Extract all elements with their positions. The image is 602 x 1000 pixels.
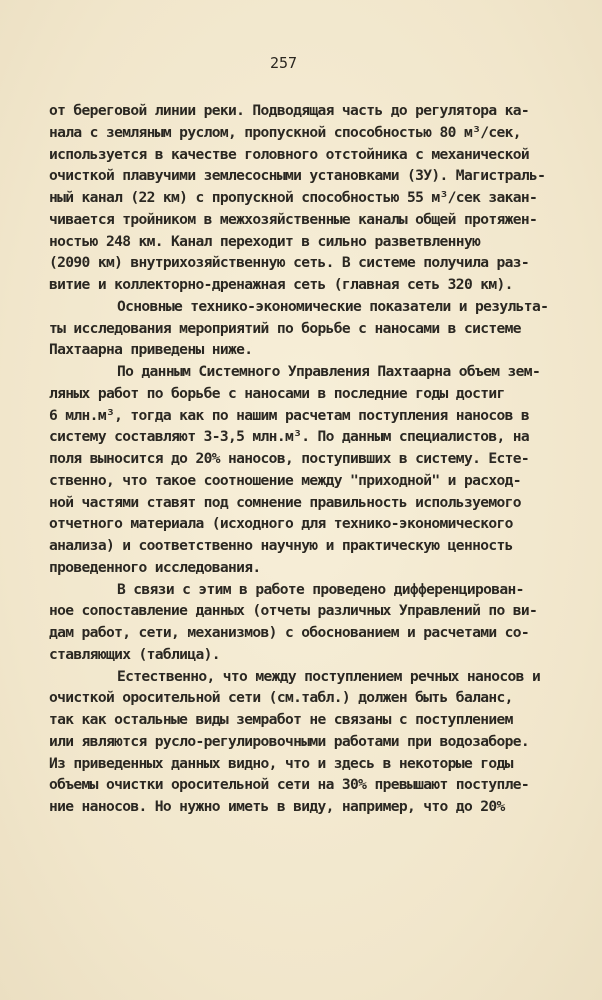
text-line: от береговой линии реки. Подводящая часть до регулятора ка- [49,102,530,119]
text-line: 6 млн.м³, тогда как по нашим расчетам поступления наносов в [49,406,530,424]
text-line: систему составляют 3-3,5 млн.м³. По данным специалистов, на [49,428,530,446]
text-line: В связи с этим в работе проведено дифференцирован- [117,580,524,598]
text-line: очисткой плавучими землесосными установками (ЗУ). Магистраль- [49,167,546,185]
text-line: (2090 км) внутрихозяйственную сеть. В системе получила раз- [49,254,530,272]
text-line: чивается тройником в межхозяйственные каналы общей протяжен- [49,210,538,228]
text-line: Естественно, что между поступлением речных наносов и [117,667,541,685]
text-line: отчетного материала (исходного для технико-экономического [49,515,513,533]
text-line: проведенного исследования. [49,558,261,576]
text-line: так как остальные виды земработ не связаны с поступлением [49,711,513,728]
text-line: ной частями ставят под сомнение правильность используемого [49,493,521,511]
text-line: ностью 248 км. Канал переходит в сильно разветвленную [49,232,481,250]
text-line: ственно, что такое соотношение между "приходной" и расход- [49,471,521,489]
text-line: ставляющих (таблица). [49,645,220,663]
text-line: Пахтаарна приведены ниже. [49,341,253,359]
text-line: используется в качестве головного отстойника с механической [49,145,530,163]
text-line: поля выносится до 20% наносов, поступивших в систему. Есте- [49,450,530,467]
text-line: нала с земляным руслом, пропускной способностью 80 м³/сек, [49,123,521,141]
body-text [49,100,574,818]
text-line: анализа) и соответственно научную и практическую ценность [49,537,513,554]
text-line: Основные технико-экономические показатели и результа- [117,297,549,315]
page-number: 257 [270,54,298,72]
text-line: витие и коллекторно-дренажная сеть (главная сеть 320 км). [49,276,513,293]
text-line: ты исследования мероприятий по борьбе с наносами в системе [49,319,521,337]
text-line: объемы очистки оросительной сети на 30% превышают поступле- [49,776,530,794]
text-line: или являются русло-регулировочными работами при водозаборе. [49,732,530,750]
text-line: ный канал (22 км) с пропускной способностью 55 м³/сек закан- [49,189,538,206]
text-line: ляных работ по борьбе с наносами в последние годы достиг [49,384,505,402]
text-line: ние наносов. Но нужно иметь в виду, например, что до 20% [49,798,505,815]
text-line: По данным Системного Управления Пахтаарна объем зем- [117,363,541,380]
text-line: очисткой оросительной сети (см.табл.) должен быть баланс, [49,689,513,707]
text-line: ное сопоставление данных (отчеты различных Управлений по ви- [49,602,538,620]
text-line: Из приведенных данных видно, что и здесь в некоторые годы [49,754,513,772]
text-line: дам работ, сети, механизмов) с обоснованием и расчетами со- [49,624,530,641]
